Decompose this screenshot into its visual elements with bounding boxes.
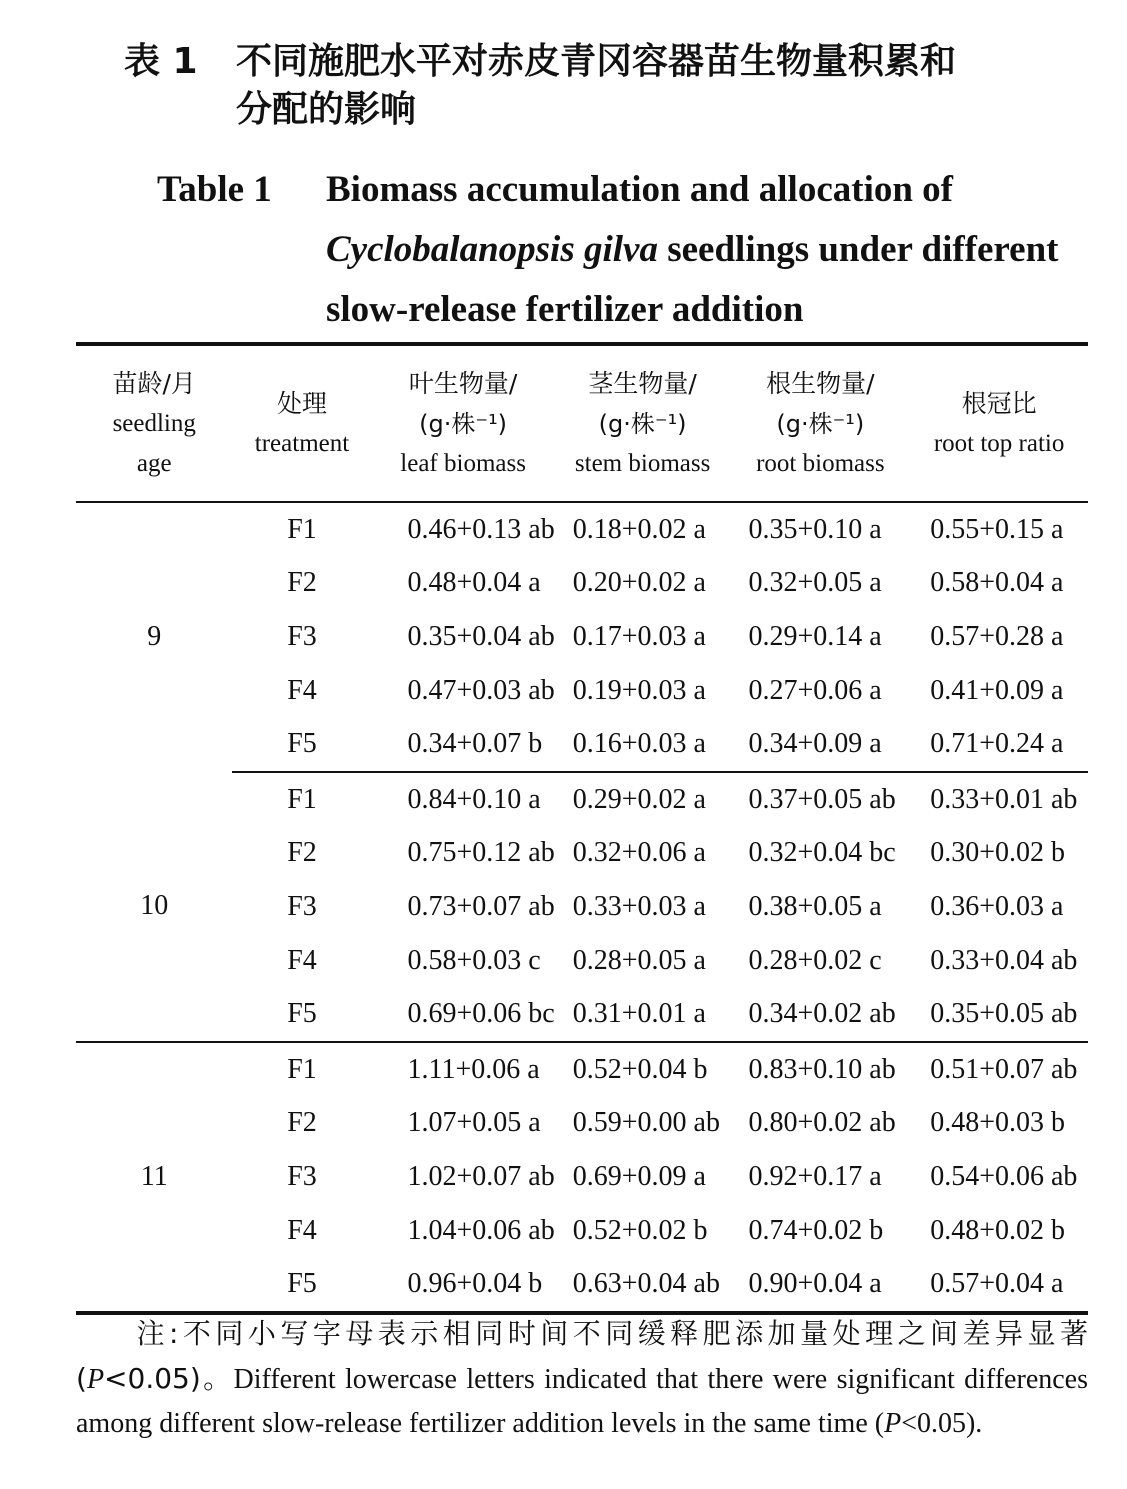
caption-cn-title-line1: 不同施肥水平对赤皮青冈容器苗生物量积累和 xyxy=(236,41,957,82)
ratio-cell: 0.71+0.24 a xyxy=(910,717,1088,772)
ratio-cell: 0.57+0.04 a xyxy=(910,1257,1088,1313)
note-p-threshold: <0.05)。 xyxy=(104,1362,234,1395)
ratio-cell: 0.55+0.15 a xyxy=(930,513,1064,545)
leaf-cell: 1.07+0.05 a xyxy=(407,1107,541,1139)
treatment-cell: F2 xyxy=(287,837,317,869)
root-cell: 0.28+0.02 c xyxy=(748,944,882,976)
leaf-cell: 0.84+0.10 a xyxy=(407,783,541,815)
treatment-cell: F1 xyxy=(287,783,317,815)
stem-cell: 0.33+0.03 a xyxy=(572,890,706,922)
treatment-cell: F5 xyxy=(232,717,371,772)
ratio-cell: 0.54+0.06 ab xyxy=(930,1160,1078,1192)
caption-en-title-line1: Biomass accumulation and allocation of xyxy=(326,169,953,210)
caption-cn-number: 表 1 xyxy=(124,41,198,82)
table-header-row xyxy=(76,344,1088,502)
caption-chinese xyxy=(124,38,1104,134)
ratio-cell: 0.35+0.05 ab xyxy=(910,987,1088,1042)
header-age: 苗龄/月 seedling age xyxy=(76,344,232,502)
stem-cell: 0.29+0.02 a xyxy=(572,783,706,815)
treatment-cell: F2 xyxy=(287,1107,317,1139)
note-chinese: 注:不同小写字母表示相同时间不同缓释肥添加量处理之间差异显著( xyxy=(76,1317,1088,1395)
header-root-top-ratio: 根冠比 root top ratio xyxy=(910,344,1088,502)
age-cell: 10 xyxy=(76,772,232,1042)
root-cell: 0.34+0.02 ab xyxy=(731,987,911,1042)
treatment-cell: F2 xyxy=(287,567,317,599)
header-stem-biomass: 茎生物量/ (g·株⁻¹) stem biomass xyxy=(555,344,731,502)
leaf-cell: 1.11+0.06 a xyxy=(407,1053,540,1085)
header-treatment: 处理 treatment xyxy=(232,344,371,502)
ratio-cell: 0.48+0.03 b xyxy=(930,1107,1065,1139)
age-cell: 11 xyxy=(76,1042,232,1313)
leaf-cell: 1.02+0.07 ab xyxy=(407,1160,555,1192)
table-row xyxy=(76,502,1088,557)
treatment-cell: F3 xyxy=(287,890,317,922)
leaf-cell: 0.58+0.03 c xyxy=(407,944,541,976)
note-english: Different lowercase letters indicated that there were significant differences among different slow-release fertilizer addition levels in the same time ( xyxy=(76,1364,1088,1439)
treatment-cell: F4 xyxy=(287,1214,317,1246)
caption-en-title-line3: slow-release fertilizer addition xyxy=(326,289,804,330)
ratio-cell: 0.58+0.04 a xyxy=(930,567,1064,599)
root-cell: 0.29+0.14 a xyxy=(748,620,882,652)
stem-cell: 0.18+0.02 a xyxy=(572,513,706,545)
root-cell: 0.37+0.05 ab xyxy=(748,783,896,815)
stem-cell: 0.52+0.02 b xyxy=(572,1214,708,1246)
treatment-cell: F4 xyxy=(287,944,317,976)
treatment-cell: F4 xyxy=(287,674,317,706)
treatment-cell: F5 xyxy=(232,1257,371,1313)
caption-species: Cyclobalanopsis gilva xyxy=(326,229,658,270)
leaf-cell: 0.46+0.13 ab xyxy=(407,513,555,545)
leaf-cell: 0.69+0.06 bc xyxy=(372,987,555,1042)
root-cell: 0.90+0.04 a xyxy=(731,1257,911,1313)
header-root-biomass: 根生物量/ (g·株⁻¹) root biomass xyxy=(731,344,911,502)
note-p-threshold-en: <0.05). xyxy=(901,1408,983,1439)
stem-cell: 0.20+0.02 a xyxy=(572,567,706,599)
leaf-cell: 0.34+0.07 b xyxy=(372,717,555,772)
treatment-cell: F3 xyxy=(287,620,317,652)
treatment-cell: F1 xyxy=(287,1053,317,1085)
root-cell: 0.92+0.17 a xyxy=(748,1160,882,1192)
table-note xyxy=(76,1312,1088,1446)
root-cell: 0.34+0.09 a xyxy=(731,717,911,772)
treatment-cell: F5 xyxy=(232,987,371,1042)
table-row xyxy=(76,1042,1088,1097)
root-cell: 0.80+0.02 ab xyxy=(748,1107,896,1139)
root-cell: 0.35+0.10 a xyxy=(748,513,882,545)
ratio-cell: 0.36+0.03 a xyxy=(930,890,1064,922)
stem-cell: 0.52+0.04 b xyxy=(572,1053,708,1085)
note-p-symbol: P xyxy=(86,1364,105,1395)
note-p-symbol-en: P xyxy=(884,1408,902,1439)
caption-cn-title-line2: 分配的影响 xyxy=(236,89,417,130)
stem-cell: 0.63+0.04 ab xyxy=(555,1257,731,1313)
ratio-cell: 0.57+0.28 a xyxy=(930,620,1064,652)
ratio-cell: 0.33+0.04 ab xyxy=(930,944,1078,976)
stem-cell: 0.59+0.00 ab xyxy=(572,1107,720,1139)
age-cell: 9 xyxy=(147,621,162,653)
leaf-cell: 0.35+0.04 ab xyxy=(407,620,555,652)
header-leaf-biomass: 叶生物量/ (g·株⁻¹) leaf biomass xyxy=(372,344,555,502)
stem-cell: 0.28+0.05 a xyxy=(572,944,706,976)
biomass-table xyxy=(76,342,1088,1315)
table-row xyxy=(76,772,1088,827)
stem-cell: 0.19+0.03 a xyxy=(572,674,706,706)
ratio-cell: 0.41+0.09 a xyxy=(930,674,1064,706)
stem-cell: 0.17+0.03 a xyxy=(572,620,706,652)
root-cell: 0.38+0.05 a xyxy=(748,890,882,922)
stem-cell: 0.32+0.06 a xyxy=(572,837,706,869)
caption-en-number: Table 1 xyxy=(157,169,272,210)
stem-cell: 0.16+0.03 a xyxy=(555,717,731,772)
treatment-cell: F3 xyxy=(287,1160,317,1192)
root-cell: 0.32+0.05 a xyxy=(748,567,882,599)
treatment-cell: F1 xyxy=(287,513,317,545)
stem-cell: 0.69+0.09 a xyxy=(572,1160,706,1192)
stem-cell: 0.31+0.01 a xyxy=(555,987,731,1042)
ratio-cell: 0.33+0.01 ab xyxy=(930,783,1078,815)
ratio-cell: 0.48+0.02 b xyxy=(930,1214,1065,1246)
root-cell: 0.83+0.10 ab xyxy=(748,1053,896,1085)
leaf-cell: 1.04+0.06 ab xyxy=(407,1214,555,1246)
root-cell: 0.74+0.02 b xyxy=(748,1214,884,1246)
root-cell: 0.27+0.06 a xyxy=(748,674,882,706)
leaf-cell: 0.48+0.04 a xyxy=(407,567,541,599)
leaf-cell: 0.75+0.12 ab xyxy=(407,837,555,869)
leaf-cell: 0.96+0.04 b xyxy=(372,1257,555,1313)
ratio-cell: 0.51+0.07 ab xyxy=(930,1053,1078,1085)
caption-en-title-line2: seedlings under different xyxy=(657,229,1059,270)
caption-english xyxy=(157,160,1107,340)
leaf-cell: 0.47+0.03 ab xyxy=(407,674,555,706)
root-cell: 0.32+0.04 bc xyxy=(748,837,896,869)
ratio-cell: 0.30+0.02 b xyxy=(930,837,1065,869)
leaf-cell: 0.73+0.07 ab xyxy=(407,890,555,922)
